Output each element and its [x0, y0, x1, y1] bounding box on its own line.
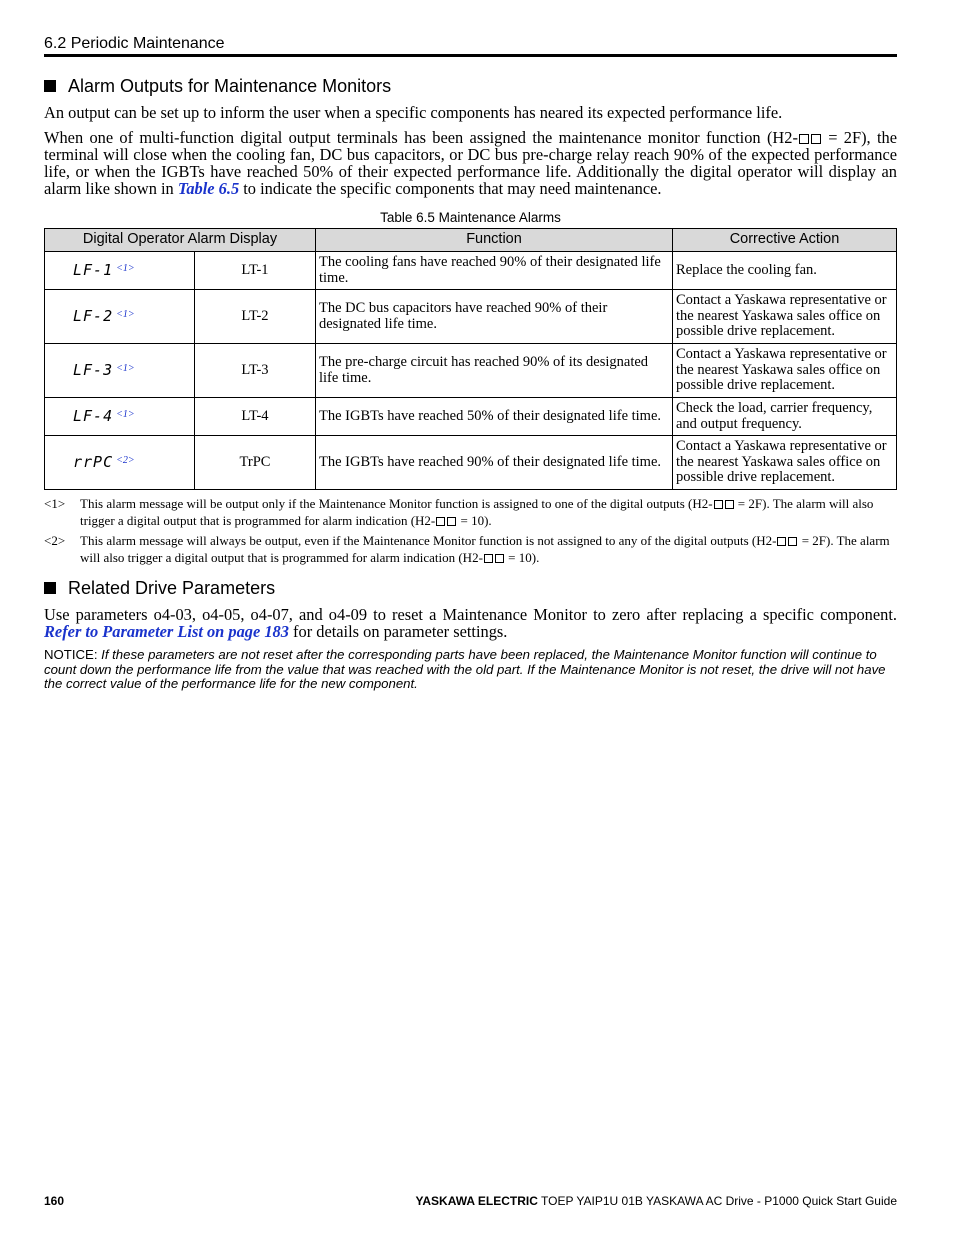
placeholder-box-icon: [484, 554, 493, 563]
footnote-1: [44, 495, 897, 529]
para-text: = 2F), the terminal will close when the cooling fan, DC bus capacitors, or DC bus pre-charge relay reach 90% of the expected performance life, or when the IGBTs have reached 50% of their expected performance life. Additionally the digital operator will display an alarm like shown in: [44, 128, 897, 198]
section-heading-related-parameters: [44, 578, 275, 599]
table-row: [45, 436, 897, 490]
alarm-code: LT-4: [195, 398, 316, 436]
alarm-function: The pre-charge circuit has reached 90% of its designated life time.: [316, 344, 673, 398]
alarm-display-cell: [45, 436, 195, 490]
footnote-ref[interactable]: <2>: [116, 455, 135, 467]
alarm-display-cell: [45, 344, 195, 398]
para-text: to indicate the specific components that may need maintenance.: [239, 179, 662, 198]
notice-text: If these parameters are not reset after the corresponding parts have been replaced, the Maintenance Monitor function will continue to count down the performance life from the value that was reached with the old part. If the Maintenance Monitor is not reset, the drive will not have the correct value of the performance life for the new component.: [44, 647, 886, 691]
segment-display: LF-4: [73, 407, 114, 426]
placeholder-box-icon: [725, 500, 734, 509]
alarm-display-cell: [45, 398, 195, 436]
corrective-action: Check the load, carrier frequency, and output frequency.: [673, 398, 897, 436]
placeholder-box-icon: [436, 517, 445, 526]
maintenance-alarms-table: [44, 228, 897, 490]
placeholder-box-icon: [495, 554, 504, 563]
placeholder-box-icon: [811, 134, 821, 144]
fn-text: This alarm message will be output only if the Maintenance Monitor function is assigned to one of the digital outputs (H2-: [80, 496, 713, 511]
footnote-ref[interactable]: <1>: [116, 309, 135, 321]
segment-display: LF-2: [73, 307, 114, 326]
footnote-2: [44, 532, 897, 566]
footnote-mark: <1>: [44, 496, 66, 511]
table-link[interactable]: Table 6.5: [177, 179, 240, 198]
alarm-code: LT-1: [195, 252, 316, 290]
fn-text: This alarm message will always be output, even if the Maintenance Monitor function is not assigned to any of the digital outputs (H2-: [80, 533, 777, 548]
page-number: 160: [44, 1194, 65, 1208]
section-header: 6.2 Periodic Maintenance: [44, 35, 897, 57]
corrective-action: Contact a Yaskawa representative or the nearest Yaskawa sales office on possible drive replacement.: [673, 290, 897, 344]
description-paragraph: [44, 129, 897, 197]
heading-text: Related Drive Parameters: [68, 578, 276, 598]
table-caption: Table 6.5 Maintenance Alarms: [380, 210, 561, 225]
fn-text: = 2F). The alarm will also trigger a digital output that is programmed for alarm indication (H2-: [80, 533, 890, 565]
footer-doc-info: [415, 1194, 897, 1208]
placeholder-box-icon: [777, 537, 786, 546]
header-display: Digital Operator Alarm Display: [45, 229, 316, 252]
alarm-code: LT-3: [195, 344, 316, 398]
segment-display: LF-3: [73, 361, 114, 380]
fn-text: = 10).: [504, 550, 540, 565]
segment-display: LF-1: [73, 261, 114, 280]
intro-paragraph: An output can be set up to inform the user when a specific components has neared its expected performance life.: [44, 103, 783, 122]
header-action: Corrective Action: [673, 229, 897, 252]
footnote-mark: <2>: [44, 533, 66, 548]
section-heading-alarm-outputs: [44, 76, 391, 97]
footnote-ref[interactable]: <1>: [116, 263, 135, 275]
placeholder-box-icon: [788, 537, 797, 546]
table-row: [45, 398, 897, 436]
footer-brand: YASKAWA ELECTRIC: [415, 1194, 538, 1208]
parameters-paragraph: [44, 606, 897, 640]
footer-doc-title: TOEP YAIP1U 01B YASKAWA AC Drive - P1000 Quick Start Guide: [541, 1194, 897, 1208]
para-text: Use parameters o4-03, o4-05, o4-07, and o4-09 to reset a Maintenance Monitor to zero after replacing a specific component.: [44, 605, 897, 624]
header-function: Function: [316, 229, 673, 252]
corrective-action: Contact a Yaskawa representative or the nearest Yaskawa sales office on possible drive replacement.: [673, 436, 897, 490]
placeholder-box-icon: [714, 500, 723, 509]
alarm-code: TrPC: [195, 436, 316, 490]
parameter-list-link[interactable]: Refer to Parameter List on page 183: [44, 622, 289, 641]
placeholder-box-icon: [799, 134, 809, 144]
notice-block: [44, 648, 897, 692]
alarm-display-cell: [45, 290, 195, 344]
table-row: [45, 344, 897, 398]
para-text: for details on parameter settings.: [288, 622, 508, 641]
footnote-text: [80, 532, 897, 566]
segment-display: rrPC: [73, 453, 114, 472]
para-text: When one of multi-function digital output terminals has been assigned the maintenance monitor function (H2-: [44, 128, 798, 147]
notice-label: NOTICE:: [44, 647, 98, 662]
square-bullet-icon: [44, 582, 56, 594]
alarm-function: The IGBTs have reached 90% of their designated life time.: [316, 436, 673, 490]
placeholder-box-icon: [447, 517, 456, 526]
corrective-action: Contact a Yaskawa representative or the nearest Yaskawa sales office on possible drive replacement.: [673, 344, 897, 398]
table-header-row: [45, 229, 897, 252]
footnote-ref[interactable]: <1>: [116, 363, 135, 375]
footnote-ref[interactable]: <1>: [116, 409, 135, 421]
alarm-function: The DC bus capacitors have reached 90% of their designated life time.: [316, 290, 673, 344]
table-row: [45, 252, 897, 290]
fn-text: = 2F). The alarm will also trigger a digital output that is programmed for alarm indication (H2-: [80, 496, 874, 528]
square-bullet-icon: [44, 80, 56, 92]
alarm-function: The cooling fans have reached 90% of their designated life time.: [316, 252, 673, 290]
corrective-action: Replace the cooling fan.: [673, 252, 897, 290]
alarm-function: The IGBTs have reached 50% of their designated life time.: [316, 398, 673, 436]
alarm-code: LT-2: [195, 290, 316, 344]
footnote-text: [80, 495, 897, 529]
table-row: [45, 290, 897, 344]
page-footer: [44, 1194, 897, 1208]
heading-text: Alarm Outputs for Maintenance Monitors: [68, 76, 392, 96]
fn-text: = 10).: [457, 513, 492, 528]
alarm-display-cell: [45, 252, 195, 290]
